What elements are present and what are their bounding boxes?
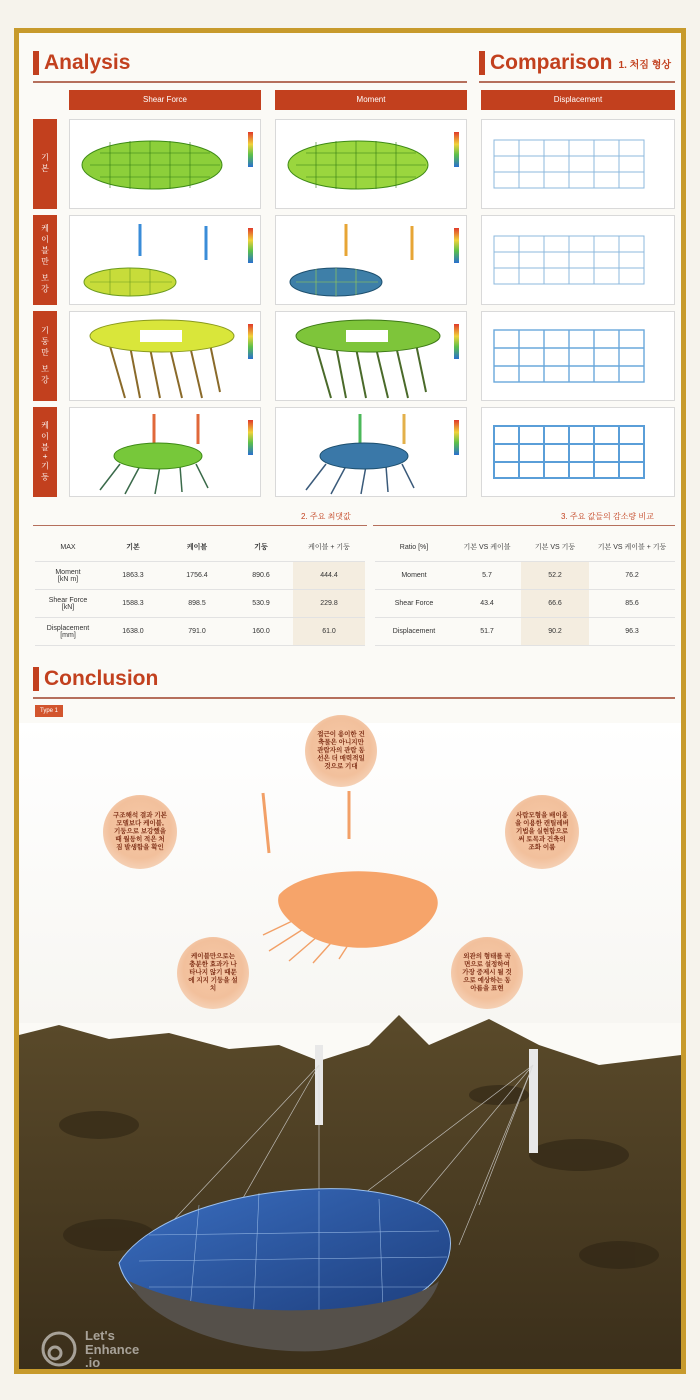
type-badge: Type 1 bbox=[35, 705, 63, 717]
value-cell: 76.2 bbox=[589, 562, 675, 590]
comparison-title bbox=[479, 51, 671, 75]
table-row bbox=[35, 618, 365, 646]
max-table-rule bbox=[33, 525, 367, 526]
analysis-title bbox=[33, 51, 130, 75]
terrain-render bbox=[19, 1005, 681, 1374]
max-table bbox=[35, 533, 365, 646]
row-label bbox=[35, 562, 101, 590]
row-label: Displacement bbox=[375, 618, 453, 646]
panel-moment-cable-column bbox=[275, 407, 467, 497]
value-cell: 85.6 bbox=[589, 590, 675, 618]
header-cell: 케이블 bbox=[165, 533, 229, 562]
value-cell: 1863.3 bbox=[101, 562, 165, 590]
row-label: Moment bbox=[375, 562, 453, 590]
row-label bbox=[35, 590, 101, 618]
table-row bbox=[375, 618, 675, 646]
table-row bbox=[375, 562, 675, 590]
comparison-subtitle: 1. 처짐 형상 bbox=[618, 60, 672, 71]
row-label-text: Displacement bbox=[46, 624, 90, 632]
panel-disp-column bbox=[481, 311, 675, 401]
value-cell: 61.0 bbox=[293, 618, 365, 646]
value-cell: 530.9 bbox=[229, 590, 293, 618]
value-cell: 43.4 bbox=[453, 590, 521, 618]
header-cell: Ratio [%] bbox=[375, 533, 453, 562]
row-unit: [kN m] bbox=[57, 575, 79, 583]
row-unit: [mm] bbox=[60, 631, 76, 639]
row-label-text: Shear Force bbox=[48, 596, 88, 604]
table-row bbox=[375, 590, 675, 618]
panel-disp-cable bbox=[481, 215, 675, 305]
panel-moment-cable bbox=[275, 215, 467, 305]
analysis-rule bbox=[33, 81, 467, 83]
panel-shear-cable bbox=[69, 215, 261, 305]
panel-moment-column bbox=[275, 311, 467, 401]
title-accent-bar bbox=[33, 51, 39, 75]
shear-cable-model bbox=[70, 216, 261, 305]
value-cell: 160.0 bbox=[229, 618, 293, 646]
poster-frame bbox=[14, 28, 686, 1374]
disp-cable-frame bbox=[482, 216, 675, 305]
disp-cable-column-frame bbox=[482, 408, 675, 497]
table-row bbox=[35, 562, 365, 590]
watermark-text bbox=[85, 1329, 139, 1370]
max-table-caption: 2. 주요 최댓값 bbox=[301, 512, 351, 521]
conclusion-title-text: Conclusion bbox=[44, 667, 159, 690]
value-cell: 444.4 bbox=[293, 562, 365, 590]
value-cell: 66.6 bbox=[521, 590, 589, 618]
panel-disp-cable-column bbox=[481, 407, 675, 497]
value-cell: 229.8 bbox=[293, 590, 365, 618]
shear-cable-column-model bbox=[70, 408, 261, 497]
value-cell: 90.2 bbox=[521, 618, 589, 646]
header-cell: MAX bbox=[35, 533, 101, 562]
col-head-displacement: Displacement bbox=[481, 90, 675, 110]
watermark-line: .io bbox=[85, 1355, 101, 1371]
row-head-cable-column: 케이블+기둥 bbox=[33, 407, 57, 497]
shear-column-model bbox=[70, 312, 261, 401]
moment-basic-model bbox=[276, 120, 467, 209]
moment-cable-model bbox=[276, 216, 467, 305]
conclusion-bubble: 사람모형을 배이용을 이용한 캔틸레버 기법을 실현함으로써 토목과 건축의 조화 이룸 bbox=[505, 795, 579, 869]
value-cell: 96.3 bbox=[589, 618, 675, 646]
value-cell: 1756.4 bbox=[165, 562, 229, 590]
conclusion-rule bbox=[33, 697, 675, 699]
value-cell: 898.5 bbox=[165, 590, 229, 618]
analysis-title-text: Analysis bbox=[44, 51, 131, 74]
ratio-table-rule bbox=[373, 525, 675, 526]
header-cell: 기본 bbox=[101, 533, 165, 562]
conclusion-bubble: 외관의 형태를 곡면으로 설정하여 가장 중제시 될 것으로 예상하는 동아름을 표현 bbox=[451, 937, 523, 1009]
value-cell: 1588.3 bbox=[101, 590, 165, 618]
max-table-header bbox=[35, 533, 365, 562]
header-cell: 기본 VS 기둥 bbox=[521, 533, 589, 562]
row-label: Shear Force bbox=[375, 590, 453, 618]
header-cell: 기둥 bbox=[229, 533, 293, 562]
value-cell: 5.7 bbox=[453, 562, 521, 590]
row-unit: [kN] bbox=[61, 603, 75, 611]
orange-structure-model bbox=[249, 783, 449, 973]
col-head-shear: Shear Force bbox=[69, 90, 261, 110]
row-label bbox=[35, 618, 101, 646]
conclusion-bubble: 구조해석 결과 기본 모델보다 케이블, 기둥으로 보강했을 때 월등히 적은 처짐 발생함을 확인 bbox=[103, 795, 177, 869]
value-cell: 890.6 bbox=[229, 562, 293, 590]
conclusion-bubble: 케이블만으로는 충분한 효과가 나타나지 않기 때문에 지지 기둥을 설치 bbox=[177, 937, 249, 1009]
header-cell: 기본 VS 케이블 bbox=[453, 533, 521, 562]
panel-shear-cable-column bbox=[69, 407, 261, 497]
title-accent-bar bbox=[33, 667, 39, 691]
title-accent-bar bbox=[479, 51, 485, 75]
watermark-logo-icon bbox=[39, 1329, 79, 1369]
value-cell: 52.2 bbox=[521, 562, 589, 590]
disp-basic-frame bbox=[482, 120, 675, 209]
watermark-line: Enhance bbox=[85, 1341, 140, 1357]
comparison-title-text: Comparison bbox=[490, 51, 613, 74]
disp-column-frame bbox=[482, 312, 675, 401]
col-head-moment: Moment bbox=[275, 90, 467, 110]
value-cell: 791.0 bbox=[165, 618, 229, 646]
header-cell: 케이블 + 기둥 bbox=[293, 533, 365, 562]
watermark-line: Let's bbox=[85, 1328, 115, 1343]
table-row bbox=[35, 590, 365, 618]
comparison-rule bbox=[479, 81, 675, 83]
header-cell: 기본 VS 케이블 + 기둥 bbox=[589, 533, 675, 562]
panel-shear-basic bbox=[69, 119, 261, 209]
row-head-cable: 케이블만 보강 bbox=[33, 215, 57, 305]
ratio-table-caption: 3. 주요 값들의 감소량 비교 bbox=[561, 512, 654, 521]
row-head-column: 기둥만 보강 bbox=[33, 311, 57, 401]
row-head-basic: 기본 bbox=[33, 119, 57, 209]
value-cell: 51.7 bbox=[453, 618, 521, 646]
conclusion-title bbox=[33, 667, 158, 691]
moment-column-model bbox=[276, 312, 467, 401]
moment-cable-column-model bbox=[276, 408, 467, 497]
panel-disp-basic bbox=[481, 119, 675, 209]
conclusion-bubble: 접근이 용이한 건축물은 아니지만 관람자의 관람 동선은 더 매력적일 것으로 기대 bbox=[305, 715, 377, 787]
watermark bbox=[39, 1329, 139, 1370]
ratio-table bbox=[375, 533, 675, 646]
shear-basic-model bbox=[70, 120, 261, 209]
panel-moment-basic bbox=[275, 119, 467, 209]
panel-shear-column bbox=[69, 311, 261, 401]
row-label-text: Moment bbox=[55, 568, 81, 576]
value-cell: 1638.0 bbox=[101, 618, 165, 646]
ratio-table-header bbox=[375, 533, 675, 562]
